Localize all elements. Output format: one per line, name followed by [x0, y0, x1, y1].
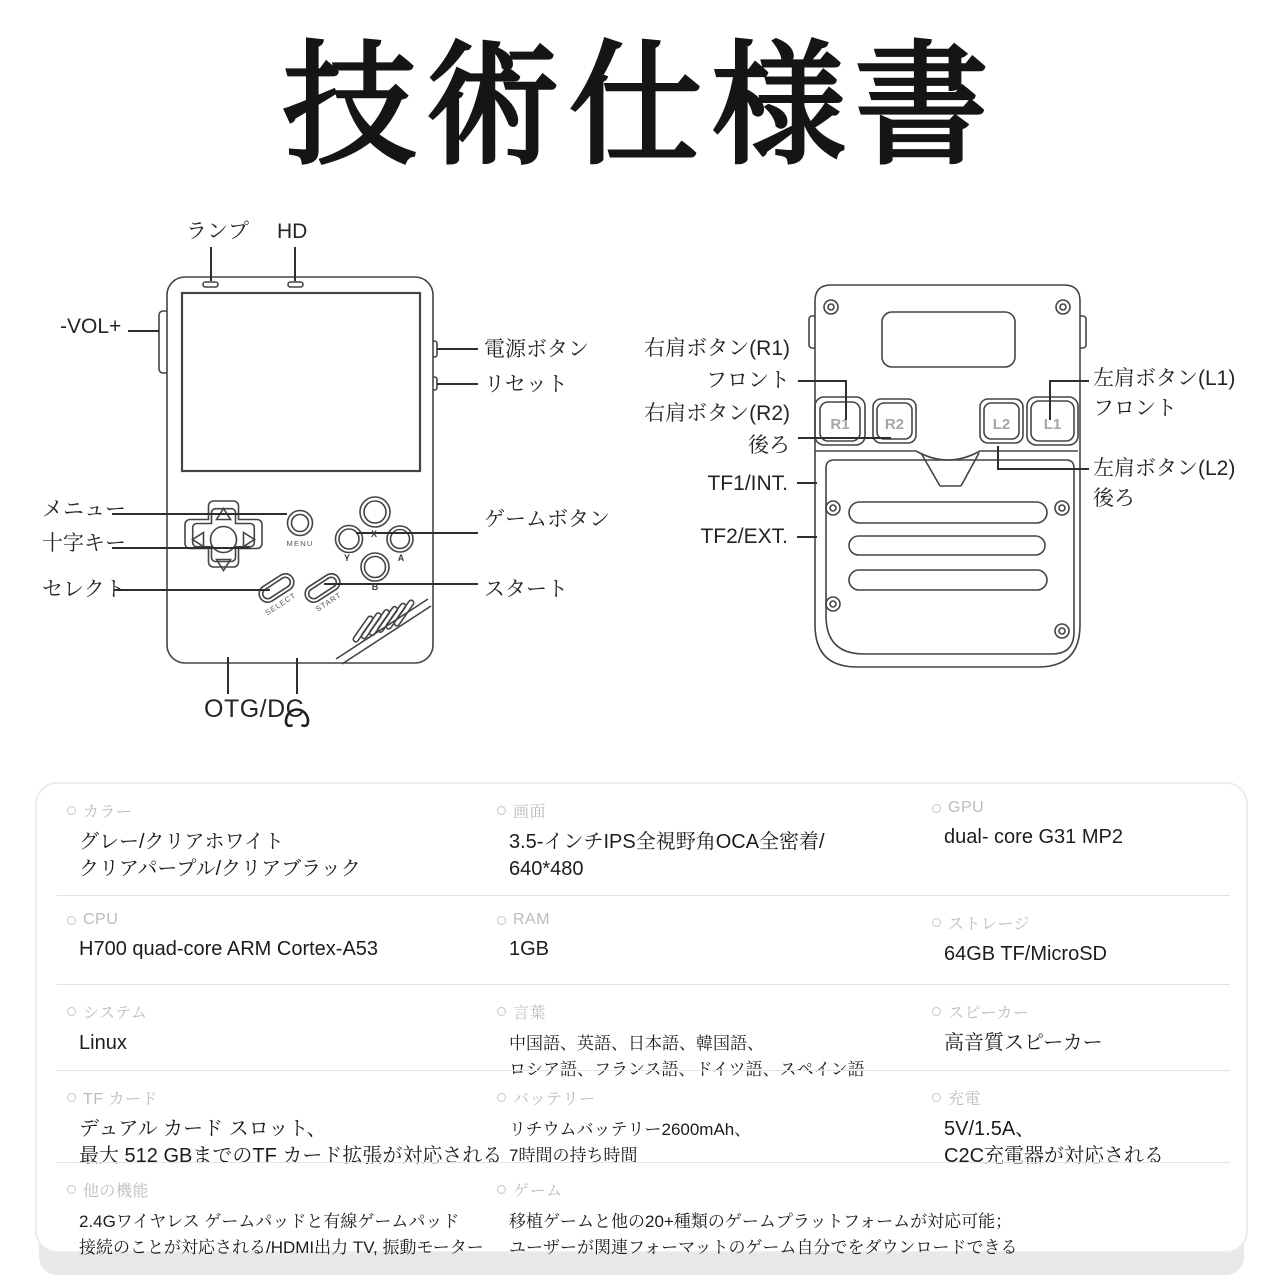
spec-cell-charging — [932, 1086, 1164, 1170]
r2-button-text: R2 — [884, 416, 905, 433]
spec-label-text: CPU — [83, 911, 119, 928]
callout-lamp: ランプ — [186, 220, 249, 243]
callout-hd: HD — [277, 220, 308, 243]
callout-otg-dc: OTG/DC — [204, 695, 305, 723]
spec-table — [35, 782, 1248, 1257]
spec-cell-color — [67, 799, 361, 883]
callout-r1: 右肩ボタン(R1) — [644, 337, 790, 360]
spec-row-1 — [57, 784, 1230, 895]
spec-label-text: RAM — [513, 911, 551, 928]
spec-label-text: システム — [83, 1005, 148, 1022]
spec-label-text: GPU — [948, 799, 985, 816]
spec-label-speaker — [932, 1000, 1103, 1023]
spec-value: 64GB TF/MicroSD — [944, 943, 1107, 965]
spec-label-screen — [497, 799, 825, 822]
spec-cell-system — [67, 1000, 147, 1057]
spec-row-2 — [57, 895, 1230, 985]
spec-value: H700 quad-core ARM Cortex-A53 — [79, 938, 379, 960]
spec-cell-screen — [497, 799, 825, 883]
bullet-ring-icon — [497, 1093, 506, 1102]
bullet-ring-icon — [497, 916, 506, 925]
spec-label-games — [497, 1178, 1017, 1201]
spec-label-text: ストレージ — [948, 916, 1031, 933]
spec-value: 2.4Gワイヤレス ゲームパッドと有線ゲームパッド — [79, 1212, 460, 1231]
spec-cell-games — [497, 1178, 1017, 1261]
callout-power: 電源ボタン — [484, 338, 589, 361]
callout-l2: 左肩ボタン(L2) — [1093, 457, 1236, 480]
spec-label-other — [67, 1178, 484, 1201]
bullet-ring-icon — [497, 1007, 506, 1016]
spec-value: グレー/クリアホワイト — [79, 831, 284, 853]
callout-menu: メニュー — [42, 498, 126, 521]
bullet-ring-icon — [67, 916, 76, 925]
spec-label-text: バッテリー — [513, 1091, 596, 1108]
callout-l1: 左肩ボタン(L1) — [1093, 367, 1236, 390]
spec-label-tf-card — [67, 1086, 502, 1109]
bullet-ring-icon — [932, 918, 941, 927]
callout-r2-back: 後ろ — [748, 434, 790, 457]
l2-button-text: L2 — [992, 416, 1011, 433]
bullet-ring-icon — [67, 806, 76, 815]
spec-label-battery — [497, 1086, 751, 1109]
start-button-text: START — [314, 590, 344, 614]
l1-button-text: L1 — [1043, 416, 1062, 433]
spec-value: 最大 512 GBまでのTF カード拡張が対応される — [79, 1145, 503, 1167]
spec-cell-storage — [932, 911, 1107, 968]
callout-r2: 右肩ボタン(R2) — [644, 402, 790, 425]
callout-tf2: TF2/EXT. — [700, 525, 788, 548]
callout-reset: リセット — [484, 373, 568, 396]
spec-label-gpu — [932, 799, 1123, 817]
spec-row-3 — [57, 984, 1230, 1079]
spec-label-color — [67, 799, 361, 822]
menu-button-text: MENU — [286, 539, 314, 548]
y-button-letter: Y — [343, 553, 351, 563]
callout-l1-front: フロント — [1093, 397, 1177, 420]
callout-tf1: TF1/INT. — [707, 472, 788, 495]
bullet-ring-icon — [932, 804, 941, 813]
spec-value: デュアル カード スロット、 — [79, 1118, 327, 1140]
spec-value: 640*480 — [509, 858, 584, 880]
spec-cell-other — [67, 1178, 484, 1261]
callout-dpad: 十字キー — [42, 532, 126, 555]
b-button-letter: B — [371, 582, 379, 592]
bullet-ring-icon — [932, 1093, 941, 1102]
spec-value: Linux — [79, 1032, 127, 1054]
callout-r1-front: フロント — [706, 369, 790, 392]
spec-value: 高音質スピーカー — [944, 1032, 1103, 1054]
spec-cell-speaker — [932, 1000, 1103, 1057]
spec-label-cpu — [67, 911, 378, 929]
spec-label-text: カラー — [83, 804, 133, 821]
callout-volume: -VOL+ — [60, 315, 122, 338]
spec-cell-tf-card — [67, 1086, 502, 1170]
spec-value: 7時間の持ち時間 — [509, 1146, 638, 1165]
spec-value: ユーザーが関連フォーマットのゲーム自分でをダウンロードできる — [509, 1238, 1018, 1257]
bullet-ring-icon — [497, 806, 506, 815]
spec-label-ram — [497, 911, 550, 929]
spec-label-text: 他の機能 — [83, 1183, 150, 1200]
spec-label-text: 画面 — [513, 804, 547, 821]
select-button-text: SELECT — [263, 590, 298, 618]
spec-cell-ram — [497, 911, 550, 963]
spec-value: 5V/1.5A、 — [944, 1118, 1036, 1140]
spec-value: dual- core G31 MP2 — [944, 826, 1123, 848]
spec-label-storage — [932, 911, 1107, 934]
spec-label-charging — [932, 1086, 1164, 1109]
back-device-diagram — [797, 285, 1089, 667]
bullet-ring-icon — [67, 1185, 76, 1194]
page-title: 技術仕様書 — [282, 32, 998, 181]
spec-value: リチウムバッテリー2600mAh、 — [509, 1120, 752, 1139]
x-button-letter: X — [370, 529, 378, 539]
spec-value: クリアパープル/クリアブラック — [79, 858, 361, 880]
bullet-ring-icon — [932, 1007, 941, 1016]
spec-value: 3.5-インチIPS全視野角OCA全密着/ — [509, 831, 825, 853]
spec-value: C2C充電器が対応される — [944, 1145, 1165, 1167]
bullet-ring-icon — [67, 1093, 76, 1102]
spec-row-5 — [57, 1162, 1230, 1257]
front-device-diagram — [112, 247, 478, 726]
callout-game-buttons: ゲームボタン — [484, 508, 610, 531]
spec-label-language — [497, 1000, 865, 1023]
spec-label-text: スピーカー — [948, 1005, 1030, 1022]
bullet-ring-icon — [497, 1185, 506, 1194]
spec-value: 中国語、英語、日本語、韓国語、 — [509, 1034, 764, 1053]
spec-cell-gpu — [932, 799, 1123, 851]
spec-label-text: 充電 — [948, 1091, 982, 1108]
spec-label-text: 言葉 — [513, 1005, 547, 1022]
back-device-body — [815, 285, 1080, 667]
spec-value: 接続のことが対応される/HDMI出力 TV, 振動モーター — [79, 1238, 484, 1257]
r1-button-text: R1 — [830, 416, 850, 433]
spec-value: 1GB — [509, 938, 550, 960]
spec-label-text: TF カード — [83, 1091, 158, 1108]
spec-label-system — [67, 1000, 147, 1023]
bullet-ring-icon — [67, 1007, 76, 1016]
spec-cell-cpu — [67, 911, 378, 963]
spec-cell-battery — [497, 1086, 751, 1169]
spec-value: 移植ゲームと他の20+種類のゲームプラットフォームが対応可能； — [509, 1212, 1013, 1231]
callout-select: セレクト — [42, 578, 126, 601]
spec-value: ロシア語、フランス語、ドイツ語、スペイン語 — [509, 1060, 865, 1079]
spec-label-text: ゲーム — [513, 1183, 563, 1200]
a-button-letter: A — [397, 553, 405, 563]
callout-start: スタート — [484, 578, 568, 601]
callout-l2-back: 後ろ — [1093, 487, 1135, 510]
spec-row-4 — [57, 1070, 1230, 1167]
